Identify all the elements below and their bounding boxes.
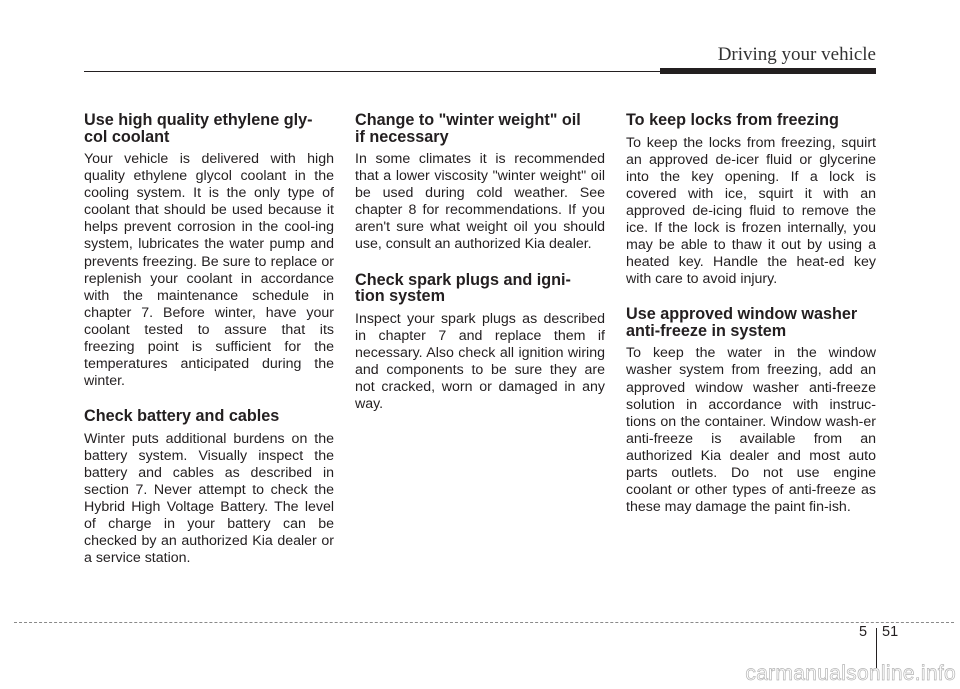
column-middle <box>355 112 605 431</box>
section-body-washer: To keep the water in the window washer system from freezing, add an approved window washer anti-freeze solution in accordance with instruc-tions on the container. Window wash-er anti-freeze is available from an authorized Kia dealer and most auto parts outlets. Do not use engine coolant or other types of anti-freeze as these may damage the paint fin-ish. <box>626 345 876 516</box>
section-heading-locks: To keep locks from freezing <box>626 111 839 129</box>
section-body-coolant: Your vehicle is delivered with high quality ethylene glycol coolant in the cooling system. It is the only type of coolant that should be used because it helps prevent corrosion in the cool-ing system, lubricates the water pump and prevents freezing. Be sure to replace or replenish your coolant in accordance with the maintenance schedule in chapter 7. Before winter, have your coolant tested to assure that its freezing point is sufficient for the temperatures anticipated during the winter. <box>84 151 334 390</box>
column-right <box>626 112 876 534</box>
header-rule <box>84 71 660 72</box>
page-number: 51 <box>882 624 899 640</box>
section-body-battery: Winter puts additional burdens on the battery system. Visually inspect the battery and cables as described in section 7. Never attempt to check the Hybrid High Voltage Battery. The level of charge in your battery can be checked by an authorized Kia dealer or a service station. <box>84 430 334 567</box>
section-heading-spark-plugs: Check spark plugs and igni- tion system <box>355 270 571 306</box>
section-body-locks: To keep the locks from freezing, squirt an approved de-icer fluid or glycerine into the key opening. If a lock is covered with ice, squirt it with an approved de-icing fluid to remove the ice. If the lock is frozen internally, you may be able to thaw it out by using a heated key. Handle the heat-ed key with care to avoid injury. <box>626 134 876 288</box>
footer-rule <box>14 622 954 623</box>
section-body-oil: In some climates it is recommended that a lower viscosity "winter weight" oil be used during cold weather. See chapter 8 for recommendations. If you aren't sure what weight oil you should use, consult an authorized Kia dealer. <box>355 151 605 253</box>
section-heading-washer: Use approved window washer anti-freeze in system <box>626 305 858 340</box>
watermark: carmanualsonline.info <box>745 662 956 685</box>
page-header-title: Driving your vehicle <box>717 44 876 65</box>
section-heading-coolant: Use high quality ethylene gly- col coolant <box>84 111 313 146</box>
section-heading-oil: Change to "winter weight" oil if necessary <box>355 111 581 146</box>
column-left <box>84 112 334 586</box>
section-heading-battery: Check battery and cables <box>84 407 280 426</box>
header-rule-accent <box>660 68 876 74</box>
chapter-number: 5 <box>859 624 868 640</box>
section-body-spark-plugs: Inspect your spark plugs as described in chapter 7 and replace them if necessary. Also check all ignition wiring and components to be sure they are not cracked, worn or damaged in any way. <box>355 310 605 413</box>
